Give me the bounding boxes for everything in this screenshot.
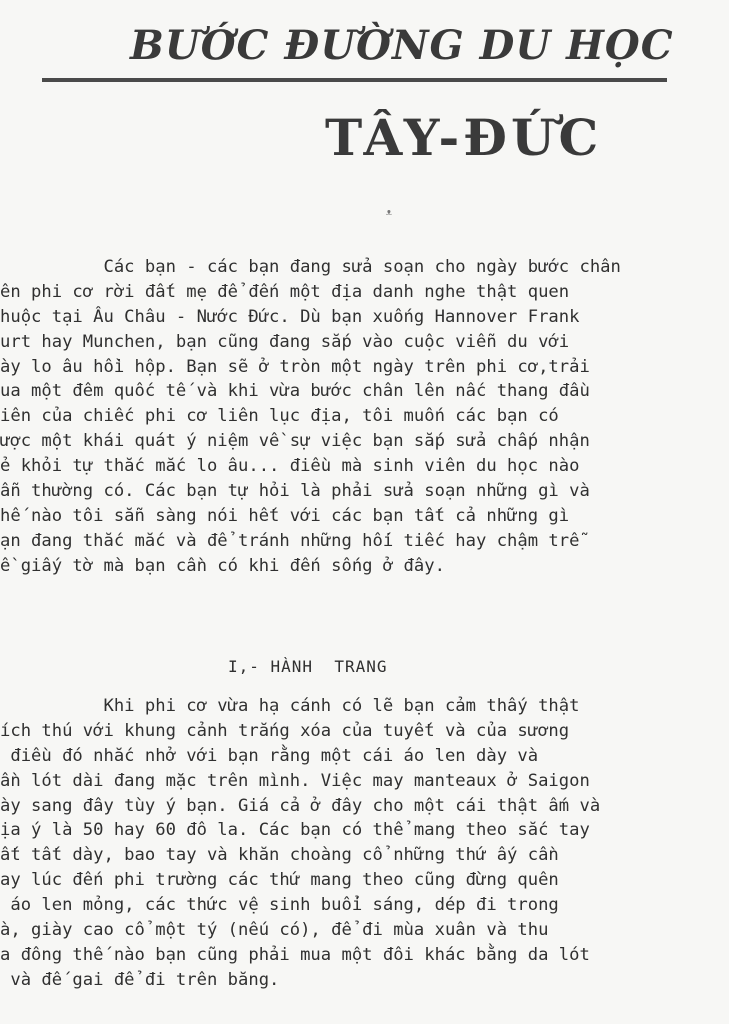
text-line: ày lo âu hồi hộp. Bạn sẽ ở tròn một ngày trên phi cơ,trải bbox=[0, 356, 590, 377]
section-heading: I,- HÀNH TRANG bbox=[228, 657, 388, 676]
document-subtitle: BƯỚC ĐƯỜNG DU HỌC bbox=[130, 22, 674, 69]
text-line: ẫn thường có. Các bạn tự hỏi là phải sửa soạn những gì và bbox=[0, 481, 590, 502]
text-line: a đông thế nào bạn cũng phải mua một đôi khác bằng da lót bbox=[0, 944, 590, 965]
text-line: ua một đêm quốc tế và khi vừa bước chân lên nấc thang đầu bbox=[0, 381, 590, 402]
text-line: huộc tại Âu Châu - Nước Đức. Dù bạn xuống Hannover Frank bbox=[0, 306, 580, 327]
text-line: ẻ khỏi tự thắc mắc lo âu... điều mà sinh viên du học nào bbox=[0, 456, 580, 477]
text-line: điều đó nhắc nhở với bạn rằng một cái áo len dày và bbox=[0, 745, 539, 766]
text-line: iên của chiếc phi cơ liên lục địa, tôi muốn các bạn có bbox=[0, 406, 559, 427]
intro-paragraph bbox=[0, 255, 729, 579]
text-line: ay lúc đến phi trường các thứ mang theo cũng đừng quên bbox=[0, 870, 559, 891]
text-line: ày sang đây tùy ý bạn. Giá cả ở đây cho một cái thật ấm và bbox=[0, 795, 601, 816]
text-line: à, giày cao cổ một tý (nếu có), để đi mùa xuân và thu bbox=[0, 920, 549, 941]
text-line: ạn đang thắc mắc và để tránh những hối tiếc hay chậm trễ bbox=[0, 530, 580, 551]
text-line: urt hay Munchen, bạn cũng đang sắp vào cuộc viễn du với bbox=[0, 331, 570, 352]
text-line: ược một khái quát ý niệm về sự việc bạn sắp sửa chấp nhận bbox=[0, 431, 590, 452]
text-line: ề giấy tờ mà bạn cần có khi đến sống ở đây. bbox=[0, 555, 445, 576]
document-title: TÂY-ĐỨC bbox=[325, 108, 603, 167]
text-line: ên phi cơ rời đất mẹ để đến một địa danh nghe thật quen bbox=[0, 281, 570, 302]
text-line: ích thú với khung cảnh trắng xóa của tuyết và của sương bbox=[0, 720, 570, 741]
text-line: ịa ý là 50 hay 60 đô la. Các bạn có thể mang theo sắc tay bbox=[0, 820, 590, 841]
text-line: và đế gai để đi trên băng. bbox=[0, 969, 280, 990]
text-line: ất tất dày, bao tay và khăn choàng cổ những thứ ấy cần bbox=[0, 845, 559, 866]
text-line: áo len mỏng, các thức vệ sinh buổi sáng, dép đi trong bbox=[0, 895, 559, 916]
text-line: Các bạn - các bạn đang sửa soạn cho ngày bước chân bbox=[0, 257, 621, 277]
text-line: ần lót dài đang mặc trên mình. Việc may manteaux ở Saigon bbox=[0, 770, 590, 791]
title-rule bbox=[42, 78, 667, 82]
ornament-mark: ᴥ bbox=[386, 205, 392, 218]
text-line: hế nào tôi sẵn sàng nói hết với các bạn tất cả những gì bbox=[0, 505, 570, 526]
text-line: Khi phi cơ vừa hạ cánh có lẽ bạn cảm thấy thật bbox=[0, 696, 580, 716]
section-paragraph bbox=[0, 694, 729, 993]
